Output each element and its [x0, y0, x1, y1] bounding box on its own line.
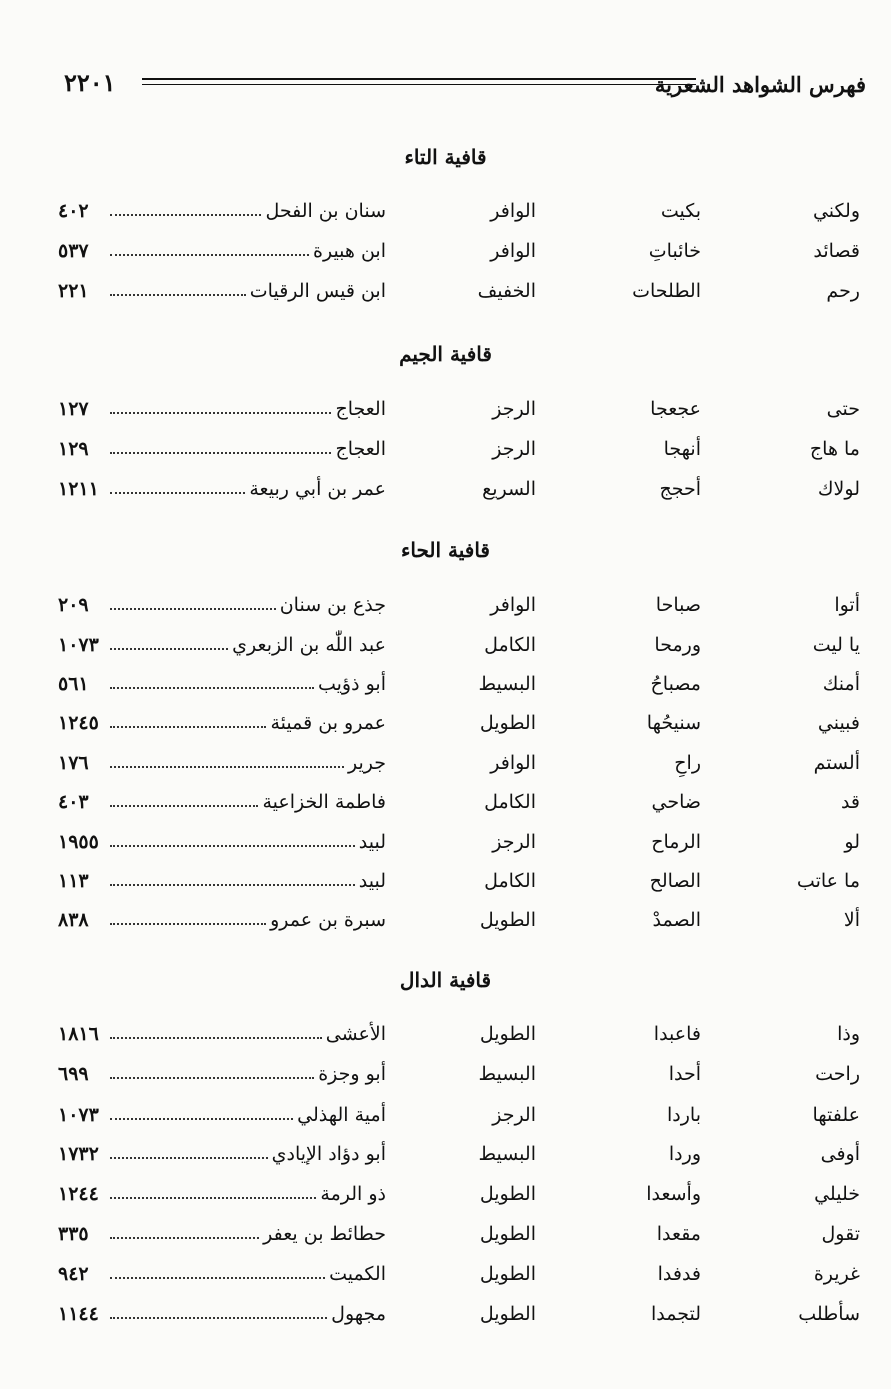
section-heading: قافية الدال — [399, 968, 492, 992]
poet-name: الأعشى — [325, 1023, 386, 1045]
rhyme-word: وردا — [668, 1143, 701, 1165]
dot-leader — [110, 452, 331, 454]
section-heading: قافية الجيم — [399, 342, 492, 366]
poet-leader — [106, 791, 386, 813]
index-entry — [0, 1223, 891, 1253]
page-reference: ١٠٧٣ — [58, 1104, 99, 1126]
section-heading: قافية التاء — [404, 145, 487, 169]
page-reference: ١٢٤٤ — [58, 1183, 99, 1205]
poet-leader — [106, 398, 386, 420]
page-reference: ٤٠٢ — [58, 200, 89, 222]
poet-leader — [106, 712, 386, 734]
poet-name: ذو الرمة — [320, 1183, 386, 1205]
dot-leader — [110, 726, 266, 728]
dot-leader — [110, 923, 266, 925]
dot-leader — [110, 1197, 316, 1199]
verse-opening: خليلي — [814, 1183, 860, 1205]
poetic-meter: البسيط — [478, 1143, 536, 1165]
dot-leader — [110, 1077, 314, 1079]
page-reference: ٩٤٢ — [58, 1263, 89, 1285]
poet-name: ابن قيس الرقيات — [249, 280, 386, 302]
poet-leader — [106, 478, 386, 500]
index-entry — [0, 280, 891, 310]
rhyme-word: الرماح — [651, 831, 701, 853]
page-reference: ٨٣٨ — [58, 909, 89, 931]
index-entry — [0, 752, 891, 782]
dot-leader — [110, 687, 314, 689]
page-reference: ١٢٩ — [58, 438, 89, 460]
rhyme-word: لتجمدا — [650, 1303, 701, 1325]
poet-name: فاطمة الخزاعية — [262, 791, 386, 813]
poet-name: عمر بن أبي ربيعة — [249, 478, 386, 500]
verse-opening: سأطلب — [798, 1303, 860, 1325]
poet-name: حطائط بن يعفر — [263, 1223, 386, 1245]
rhyme-word: الصالح — [649, 870, 701, 892]
rhyme-word: سنيحُها — [646, 712, 701, 734]
poetic-meter: الكامل — [484, 634, 536, 656]
index-entry — [0, 791, 891, 821]
index-entry — [0, 909, 891, 939]
verse-opening: رحم — [826, 280, 860, 302]
verse-opening: تقول — [821, 1223, 860, 1245]
section-heading: قافية الحاء — [401, 538, 490, 562]
verse-opening: لولاك — [817, 478, 860, 500]
page-reference: ٦٩٩ — [58, 1063, 89, 1085]
index-entry — [0, 1303, 891, 1333]
dot-leader — [110, 214, 261, 216]
page-header — [56, 64, 866, 100]
poetic-meter: الوافر — [490, 240, 536, 262]
dot-leader — [110, 1317, 327, 1319]
rhyme-word: بكيت — [660, 200, 701, 222]
verse-opening: فبيني — [817, 712, 860, 734]
index-entry — [0, 1063, 891, 1093]
poet-name: العجاج — [335, 398, 386, 420]
page-reference: ٢٠٩ — [58, 594, 89, 616]
poetic-meter: الوافر — [490, 200, 536, 222]
poet-name: عبد اللّٰه بن الزبعري — [232, 634, 386, 656]
poet-leader — [106, 1223, 386, 1245]
page-number: ٢٢٠١ — [64, 68, 116, 97]
poet-name: مجهول — [331, 1303, 386, 1325]
poet-name: أبو ذؤيب — [317, 673, 386, 695]
poet-leader — [106, 909, 386, 931]
poet-name: عمرو بن قميئة — [270, 712, 386, 734]
verse-opening: وذا — [837, 1023, 860, 1045]
rhyme-word: عجعجا — [650, 398, 701, 420]
dot-leader — [110, 254, 309, 256]
verse-opening: راحت — [815, 1063, 860, 1085]
page-reference: ٥٦١ — [58, 673, 89, 695]
index-entry — [0, 398, 891, 428]
poet-leader — [106, 870, 386, 892]
poet-name: الكميت — [329, 1263, 386, 1285]
poet-leader — [106, 752, 386, 774]
page-reference: ٤٠٣ — [58, 791, 89, 813]
dot-leader — [110, 1157, 268, 1159]
poetic-meter: الطويل — [479, 1183, 536, 1205]
verse-opening: غريرة — [813, 1263, 860, 1285]
page-reference: ٥٣٧ — [58, 240, 89, 262]
rhyme-word: فاعبدا — [653, 1023, 701, 1045]
rhyme-word: خائباتِ — [648, 240, 701, 262]
rhyme-word: أحدا — [668, 1063, 701, 1085]
rhyme-word: وأسعدا — [646, 1183, 701, 1205]
running-title: فهرس الشواهد الشعرية — [654, 72, 866, 97]
verse-opening: ما عاتب — [796, 870, 860, 892]
poetic-meter: الرجز — [492, 398, 536, 420]
poetic-meter: الطويل — [479, 1303, 536, 1325]
index-entry — [0, 673, 891, 703]
index-entry — [0, 478, 891, 508]
poet-name: جذع بن سنان — [279, 594, 386, 616]
poetic-meter: الخفيف — [477, 280, 536, 302]
page-reference: ١١٣ — [58, 870, 89, 892]
poetic-meter: الرجز — [492, 438, 536, 460]
poet-name: أبو دؤاد الإيادي — [271, 1143, 386, 1165]
dot-leader — [110, 1277, 325, 1279]
poetic-meter: الطويل — [479, 1023, 536, 1045]
index-entry — [0, 870, 891, 900]
poetic-meter: الكامل — [484, 870, 536, 892]
rhyme-word: أنهجا — [663, 438, 701, 460]
page-reference: ١٨١٦ — [58, 1023, 99, 1045]
poet-leader — [106, 831, 386, 853]
verse-opening: ألا — [843, 909, 860, 931]
dot-leader — [110, 1118, 293, 1120]
poetic-meter: الطويل — [479, 1263, 536, 1285]
poet-leader — [106, 1063, 386, 1085]
dot-leader — [110, 492, 245, 494]
rhyme-word: مقعدا — [656, 1223, 701, 1245]
page-reference: ١٧٣٢ — [58, 1143, 99, 1165]
poetic-meter: البسيط — [478, 1063, 536, 1085]
poet-leader — [106, 1263, 386, 1285]
poetic-meter: الرجز — [492, 831, 536, 853]
dot-leader — [110, 294, 246, 296]
verse-opening: حتى — [826, 398, 860, 420]
index-entry — [0, 438, 891, 468]
rhyme-word: الطلحات — [632, 280, 701, 302]
verse-opening: ألستم — [813, 752, 860, 774]
poetic-meter: الطويل — [479, 712, 536, 734]
index-entry — [0, 634, 891, 664]
poetic-meter: البسيط — [478, 673, 536, 695]
dot-leader — [110, 608, 276, 610]
page-reference: ١٩٥٥ — [58, 831, 99, 853]
dot-leader — [110, 1037, 322, 1039]
page-reference: ٣٣٥ — [58, 1223, 89, 1245]
dot-leader — [110, 845, 355, 847]
poet-leader — [106, 240, 386, 262]
rhyme-word: راحِ — [674, 752, 701, 774]
dot-leader — [110, 648, 228, 650]
page-reference: ١٢١١ — [58, 478, 99, 500]
dot-leader — [110, 805, 258, 807]
page-reference: ٢٢١ — [58, 280, 89, 302]
poet-name: أبو وجزة — [318, 1063, 386, 1085]
poet-name: جرير — [348, 752, 386, 774]
poetic-meter: الطويل — [479, 1223, 536, 1245]
poet-leader — [106, 280, 386, 302]
verse-opening: أتوا — [834, 594, 860, 616]
verse-opening: ما هاج — [809, 438, 860, 460]
page-reference: ١٠٧٣ — [58, 634, 99, 656]
index-entry — [0, 1023, 891, 1053]
poetic-meter: السريع — [482, 478, 536, 500]
poet-leader — [106, 1104, 386, 1126]
poetic-meter: الرجز — [492, 1104, 536, 1126]
verse-opening: يا ليت — [812, 634, 860, 656]
index-entry — [0, 1143, 891, 1173]
poet-name: ابن هبيرة — [313, 240, 386, 262]
dot-leader — [110, 1237, 259, 1239]
rhyme-word: الصمدْ — [652, 909, 701, 931]
rhyme-word: ورمحا — [654, 634, 701, 656]
page-reference: ١٢٤٥ — [58, 712, 99, 734]
rhyme-word: صباحا — [655, 594, 701, 616]
verse-opening: ولكني — [812, 200, 860, 222]
index-entry — [0, 1183, 891, 1213]
poet-leader — [106, 634, 386, 656]
page-reference: ١٢٧ — [58, 398, 89, 420]
poet-leader — [106, 200, 386, 222]
dot-leader — [110, 766, 344, 768]
page-reference: ١١٤٤ — [58, 1303, 99, 1325]
rhyme-word: فدفدا — [657, 1263, 701, 1285]
rhyme-word: باردا — [667, 1104, 701, 1126]
dot-leader — [110, 884, 355, 886]
page-reference: ١٧٦ — [58, 752, 89, 774]
poet-leader — [106, 1143, 386, 1165]
verse-opening: أمنك — [822, 673, 860, 695]
verse-opening: قصائد — [813, 240, 860, 262]
rhyme-word: ضاحي — [651, 791, 701, 813]
index-entry — [0, 240, 891, 270]
index-entry — [0, 594, 891, 624]
index-entry — [0, 831, 891, 861]
poet-leader — [106, 438, 386, 460]
poet-name: لبيد — [358, 831, 386, 853]
rhyme-word: أحجج — [659, 478, 701, 500]
poetic-meter: الكامل — [484, 791, 536, 813]
poet-name: سبرة بن عمرو — [270, 909, 386, 931]
poet-leader — [106, 1183, 386, 1205]
poetic-meter: الوافر — [490, 594, 536, 616]
poet-name: أمية الهذلي — [297, 1104, 386, 1126]
poetic-meter: الوافر — [490, 752, 536, 774]
poet-leader — [106, 1023, 386, 1045]
poet-leader — [106, 594, 386, 616]
poet-leader — [106, 673, 386, 695]
poet-name: العجاج — [335, 438, 386, 460]
poet-name: لبيد — [358, 870, 386, 892]
header-rule — [142, 78, 696, 80]
index-entry — [0, 1104, 891, 1134]
verse-opening: لو — [844, 831, 860, 853]
verse-opening: علفتها — [812, 1104, 860, 1126]
poetic-meter: الطويل — [479, 909, 536, 931]
poet-name: سنان بن الفحل — [265, 200, 386, 222]
header-rule-thin — [142, 84, 696, 85]
dot-leader — [110, 412, 331, 414]
index-entry — [0, 712, 891, 742]
poet-leader — [106, 1303, 386, 1325]
index-entry — [0, 200, 891, 230]
verse-opening: أوفى — [820, 1143, 860, 1165]
index-entry — [0, 1263, 891, 1293]
verse-opening: قد — [840, 791, 860, 813]
rhyme-word: مصباحُ — [650, 673, 701, 695]
